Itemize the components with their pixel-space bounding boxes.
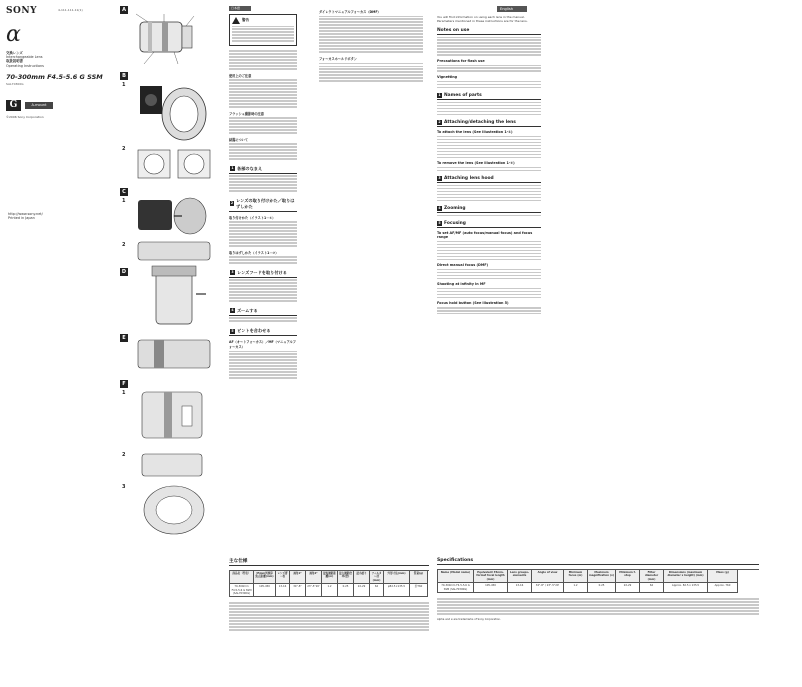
en-section-2: 2 Attaching/detaching the lens — [437, 120, 541, 127]
japanese-column-1 — [229, 6, 297, 606]
en-spec-grid: Name (Model name) Equivalent 35mm-format focal length (mm) Lens groups-elements Angle of view Minimum focus (m) Maximum magnification (x) Minimum f-stop Filter diameter (mm) Dimensions (maximum diameter x height) (mm) Mass (g) 70-300mm F4.5-5.6 G SSM (SAL70300G) 105-450 13-16 34°-8° / 23°-5°20' 1.2 0.25 22-29 62 Approx. 82.5 x 135.5 Approx. 760 — [437, 569, 759, 593]
en-notes-heading: Notes on use — [437, 28, 541, 35]
lens-diagram-a — [134, 10, 202, 70]
figure-e-sub-2: 2 — [122, 452, 126, 458]
figure-label-f: F — [120, 380, 128, 388]
en-subhead-3: To attach the lens (See illustration 1-①) — [437, 130, 513, 135]
en-section-5: 5 Focusing — [437, 221, 541, 228]
lens-mount-diagram — [134, 80, 214, 142]
figure-c-sub-2: 2 — [122, 242, 126, 248]
camera-attach-diagram — [134, 192, 214, 240]
part-number: 4-111-111-11(1) — [58, 8, 83, 12]
jp-subhead-4: 取り付けかた（イラスト1－①） — [229, 215, 276, 220]
japanese-tab: 日本語 — [229, 6, 251, 11]
copyright: ©2006 Sony Corporation — [6, 114, 44, 119]
focus-limit-diagram — [134, 450, 214, 480]
jp-subhead-1: 使用上のご注意 — [229, 73, 252, 78]
figure-label-d: D — [121, 269, 127, 275]
en-subhead-1: Precautions for flash use — [437, 59, 485, 63]
figure-label-a: A — [120, 6, 128, 14]
focus-mode-diagram — [134, 386, 214, 446]
en-subhead-7: Shooting at infinity in MF — [437, 282, 486, 287]
figure-label-c: C — [120, 188, 128, 196]
printed-in: Printed in Japan — [8, 216, 35, 221]
en-section-4: 4 Zooming — [437, 206, 541, 213]
jp-section-2: 2 レンズの取り付けかた／取りはずしかた — [229, 197, 297, 212]
en-section-3: 3 Attaching lens hood — [437, 176, 541, 183]
zoom-diagram — [134, 332, 214, 376]
warning-icon — [232, 17, 240, 24]
sony-logo: SONY — [6, 6, 37, 16]
manual-ja: 取扱説明書 — [6, 59, 23, 64]
english-spec-table — [437, 558, 759, 621]
jp-section-3: 3 レンズフードを取り付ける — [229, 269, 297, 278]
jp-spec-grid: 商品名（型名） 35mm判換算焦点距離(mm) レンズ群－枚 画角1* 画角2* 最短撮影距離(m) 最大撮影倍率(倍) 最小絞り フィルター径(mm) 外形寸法(mm) 質量(g) 70-300mm F4.5-5.6 G SSM (SAL70300G) 105-450 13-16 34°-8° 23°-5°20' 1.2 0.25 22-29 62 φ82.5×135.5 約760 — [229, 570, 429, 597]
en-subhead-5: To set AF/MF (auto focus/manual focus) and focus range — [437, 231, 533, 240]
alpha-logo: α — [6, 22, 21, 47]
mount-index-diagram — [134, 144, 214, 184]
jp-subhead-7: ダイレクトマニュアルフォーカス（DMF） — [319, 10, 381, 14]
sony-url: http://www.sony.net/ — [8, 212, 43, 216]
figure-c-sub-1: 1 — [122, 198, 126, 204]
figure-b-sub-2: 2 — [122, 146, 126, 152]
jp-spec-title: 主な仕様 — [229, 558, 429, 566]
figure-label-e: E — [120, 334, 128, 342]
lens-hood-diagram — [134, 264, 214, 330]
focus-hold-diagram — [134, 482, 214, 538]
english-column — [437, 6, 541, 606]
mount-badge: A-mount — [25, 102, 53, 109]
figure-e-sub-1: 1 — [122, 390, 126, 396]
cover-column — [6, 6, 114, 606]
japanese-column-2 — [319, 6, 423, 606]
en-subhead-8: Focus hold button (See illustration 5) — [437, 301, 509, 306]
figure-label-b: B — [120, 72, 128, 80]
g-lens-logo — [6, 100, 114, 111]
jp-subhead-2: フラッシュ撮影時の注意 — [229, 111, 264, 116]
url-block — [8, 212, 43, 221]
en-subhead-2: Vignetting — [437, 75, 458, 80]
g-mark: G — [6, 100, 21, 111]
trademark-note: Alpha and α are trademarks of Sony Corporation. — [437, 617, 501, 621]
en-subhead-4: To remove the lens (See illustration 1-②) — [437, 161, 515, 166]
en-section-1: 1 Names of parts — [437, 93, 541, 100]
english-intro: You will find information on using each lens in the manual. Parameters mentioned in these instructions are for the lens. — [437, 15, 528, 23]
warning-heading: 警告 — [232, 17, 294, 24]
jp-subhead-5: 取りはずしかた（イラスト1－②） — [229, 250, 279, 255]
english-tab: English — [497, 6, 527, 12]
figure-b-sub-1: 1 — [122, 82, 126, 88]
warning-box — [229, 14, 297, 46]
jp-section-4: 4 ズームする — [229, 307, 297, 316]
product-en: Interchangeable Lens — [6, 55, 43, 60]
jp-subhead-6: AF（オートフォーカス）／MF（マニュアルフォーカス） — [229, 340, 296, 349]
product-titles — [6, 51, 114, 68]
en-spec-title: Specifications — [437, 558, 759, 565]
jp-section-5: 5 ピントを合わせる — [229, 327, 297, 336]
model-code: SAL70300G — [6, 81, 24, 86]
illustration-column — [120, 6, 218, 606]
jp-subhead-3: 結露について — [229, 137, 249, 142]
jp-subhead-8: フォーカスホールドボタン — [319, 57, 357, 62]
manual-en: Operating Instructions — [6, 63, 44, 68]
model-name: 70-300mm F4.5-5.6 G SSM — [6, 72, 103, 81]
product-ja: 交換レンズ — [6, 51, 23, 55]
figure-e-sub-3: 3 — [122, 484, 126, 490]
en-subhead-6: Direct manual focus (DMF) — [437, 263, 489, 268]
lens-release-diagram — [134, 240, 214, 262]
jp-section-1: 1 各部のなまえ — [229, 165, 297, 174]
japanese-spec-table — [229, 558, 429, 632]
